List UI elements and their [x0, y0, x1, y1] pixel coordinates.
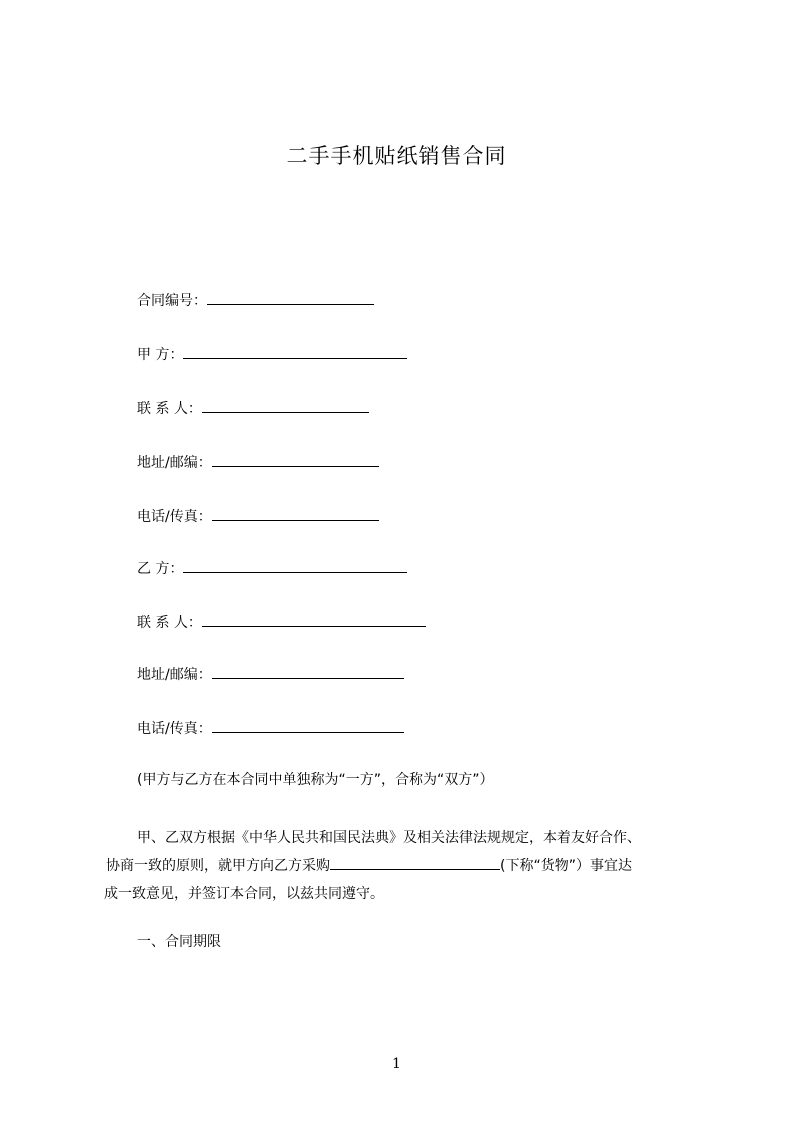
fill-blank[interactable] — [212, 506, 379, 521]
field-label: 电话/传真： — [137, 509, 212, 525]
goods-fill-blank[interactable] — [330, 855, 500, 870]
field-contract-number — [137, 290, 374, 311]
fill-blank[interactable] — [212, 664, 404, 679]
fill-blank[interactable] — [212, 452, 379, 467]
field-label: 联 系 人： — [137, 401, 202, 417]
section-heading: 一、合同期限 — [137, 934, 221, 950]
field-label: 联 系 人： — [137, 615, 202, 631]
fill-blank[interactable] — [183, 344, 407, 359]
field-party-a-contact — [137, 398, 369, 419]
field-party-a-phone — [137, 506, 379, 527]
field-party-a-address — [137, 452, 379, 473]
party-definition-note: (甲方与乙方在本合同中单独称为“一方”，合称为“双方”） — [137, 772, 494, 788]
field-party-b — [137, 558, 407, 579]
field-label: 甲 方： — [137, 347, 184, 363]
field-party-b-phone — [137, 718, 404, 739]
field-party-b-address — [137, 664, 404, 685]
field-party-b-contact — [137, 612, 426, 633]
fill-blank[interactable] — [202, 612, 426, 627]
fill-blank[interactable] — [202, 398, 369, 413]
fill-blank[interactable] — [212, 718, 404, 733]
preamble-paragraph — [104, 824, 704, 908]
field-party-a — [137, 344, 407, 365]
document-title: 二手手机贴纸销售合同 — [286, 144, 507, 168]
preamble-line-1: 甲、乙双方根据《中华人民共和国民法典》及相关法律法规规定，本着友好合作、 — [137, 830, 641, 846]
fill-blank[interactable] — [207, 290, 374, 305]
field-label: 乙 方： — [137, 561, 184, 577]
preamble-line-3: 成一致意见，并签订本合同，以兹共同遵守。 — [104, 886, 384, 902]
field-label: 电话/传真： — [137, 721, 212, 737]
fill-blank[interactable] — [183, 558, 407, 573]
field-label: 地址/邮编： — [137, 455, 212, 471]
preamble-line-2-start: 协商一致的原则，就甲方向乙方采购 — [106, 858, 330, 874]
field-label: 合同编号： — [137, 293, 207, 309]
page-number: 1 — [392, 1056, 401, 1072]
preamble-line-2 — [104, 852, 704, 880]
preamble-line-2-end: (下称“货物”）事宜达 — [500, 858, 632, 874]
field-label: 地址/邮编： — [137, 667, 212, 683]
